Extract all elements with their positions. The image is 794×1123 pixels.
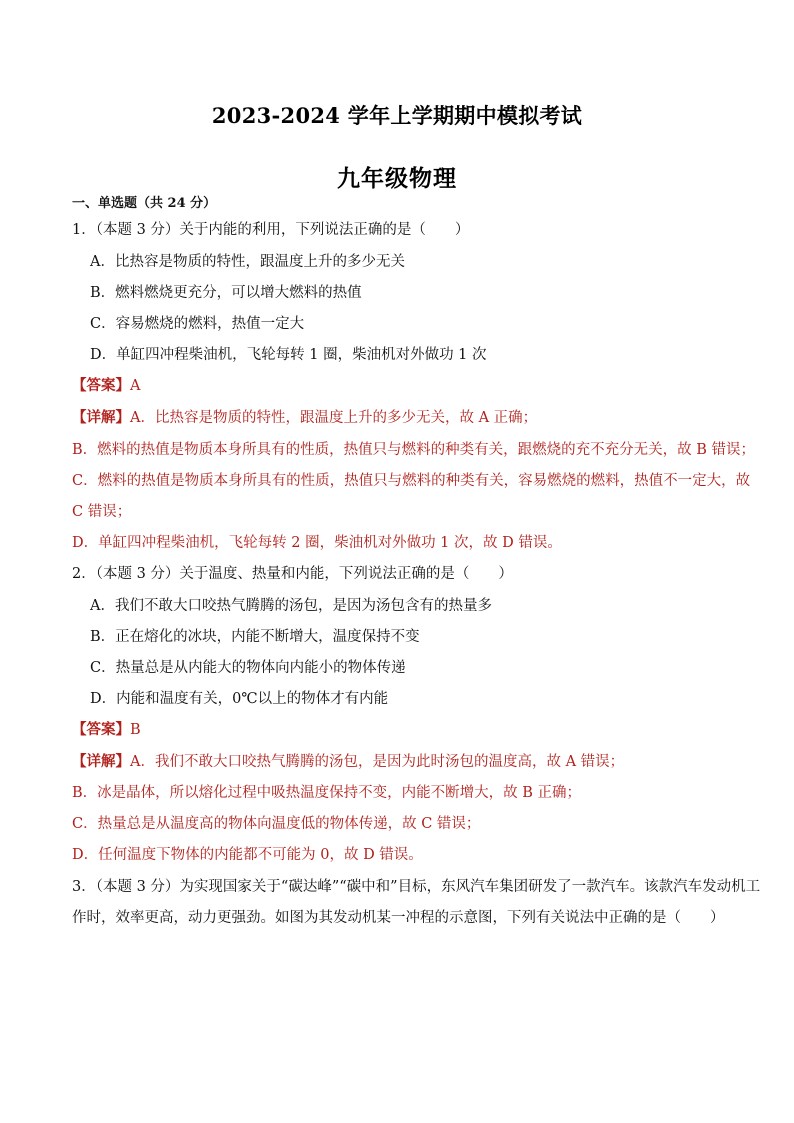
q1-answer-value: A bbox=[130, 378, 141, 394]
exam-subtitle: 九年级物理 bbox=[337, 165, 457, 192]
q2-answer-tag: 【答案】 bbox=[72, 721, 130, 738]
q3-stem-line-2: 作时，效率更高，动力更强劲。如图为其发动机某一冲程的示意图，下列有关说法中正确的是（ ） bbox=[72, 910, 725, 926]
q2-detail-tag: 【详解】 bbox=[72, 753, 130, 770]
q1-detail-d: D．单缸四冲程柴油机，飞轮每转 2 圈，柴油机对外做功 1 次，故 D 错误。 bbox=[72, 535, 562, 551]
q2-detail-b: B．冰是晶体，所以熔化过程中吸热温度保持不变，内能不断增大，故 B 正确； bbox=[72, 785, 582, 801]
q2-detail-row bbox=[72, 752, 732, 772]
q1-stem: 1．（本题 3 分）关于内能的利用，下列说法正确的是（ ） bbox=[72, 222, 470, 238]
q2-option-a: A．我们不敢大口咬热气腾腾的汤包，是因为汤包含有的热量多 bbox=[90, 598, 492, 614]
q2-answer-value: B bbox=[130, 722, 141, 738]
q1-detail-tag: 【详解】 bbox=[72, 409, 130, 426]
q2-option-c: C．热量总是从内能大的物体向内能小的物体传递 bbox=[90, 660, 406, 676]
section-heading: 一、单选题（共 24 分） bbox=[72, 196, 217, 211]
q2-answer-row bbox=[72, 720, 732, 740]
q3-stem-line-1: 3．（本题 3 分）为实现国家关于“碳达峰”“碳中和”目标，东风汽车集团研发了一款汽车。该款汽车发动机工 bbox=[72, 879, 761, 895]
q2-detail-d: D．任何温度下物体的内能都不可能为 0，故 D 错误。 bbox=[72, 847, 423, 863]
q2-option-b: B．正在熔化的冰块，内能不断增大，温度保持不变 bbox=[90, 629, 420, 645]
q1-detail-row bbox=[72, 408, 732, 428]
q2-stem: 2．（本题 3 分）关于温度、热量和内能，下列说法正确的是（ ） bbox=[72, 566, 513, 582]
q1-answer-row bbox=[72, 376, 732, 396]
q2-detail-c: C．热量总是从温度高的物体向温度低的物体传递，故 C 错误； bbox=[72, 816, 481, 832]
q2-detail-a: A．我们不敢大口咬热气腾腾的汤包，是因为此时汤包的温度高，故 A 错误； bbox=[130, 754, 625, 770]
q1-option-c: C．容易燃烧的燃料，热值一定大 bbox=[90, 316, 305, 332]
q1-option-b: B．燃料燃烧更充分，可以增大燃料的热值 bbox=[90, 285, 362, 301]
q1-detail-b: B．燃料的热值是物质本身所具有的性质，热值只与燃料的种类有关，跟燃烧的充不充分无关，故 B 错误； bbox=[72, 442, 756, 458]
exam-title: 2023-2024 学年上学期期中模拟考试 bbox=[211, 103, 583, 128]
q1-detail-a: A．比热容是物质的特性，跟温度上升的多少无关，故 A 正确； bbox=[130, 410, 538, 426]
q1-answer-tag: 【答案】 bbox=[72, 377, 130, 394]
q2-option-d: D．内能和温度有关，0℃以上的物体才有内能 bbox=[90, 691, 389, 707]
q1-detail-c1: C．燃料的热值是物质本身所具有的性质，热值只与燃料的种类有关，容易燃烧的燃料，热值不一定大，故 bbox=[72, 473, 751, 489]
q1-option-d: D．单缸四冲程柴油机，飞轮每转 1 圈，柴油机对外做功 1 次 bbox=[90, 347, 487, 363]
q1-option-a: A．比热容是物质的特性，跟温度上升的多少无关 bbox=[90, 254, 405, 270]
q1-detail-c2: C 错误； bbox=[72, 504, 132, 520]
